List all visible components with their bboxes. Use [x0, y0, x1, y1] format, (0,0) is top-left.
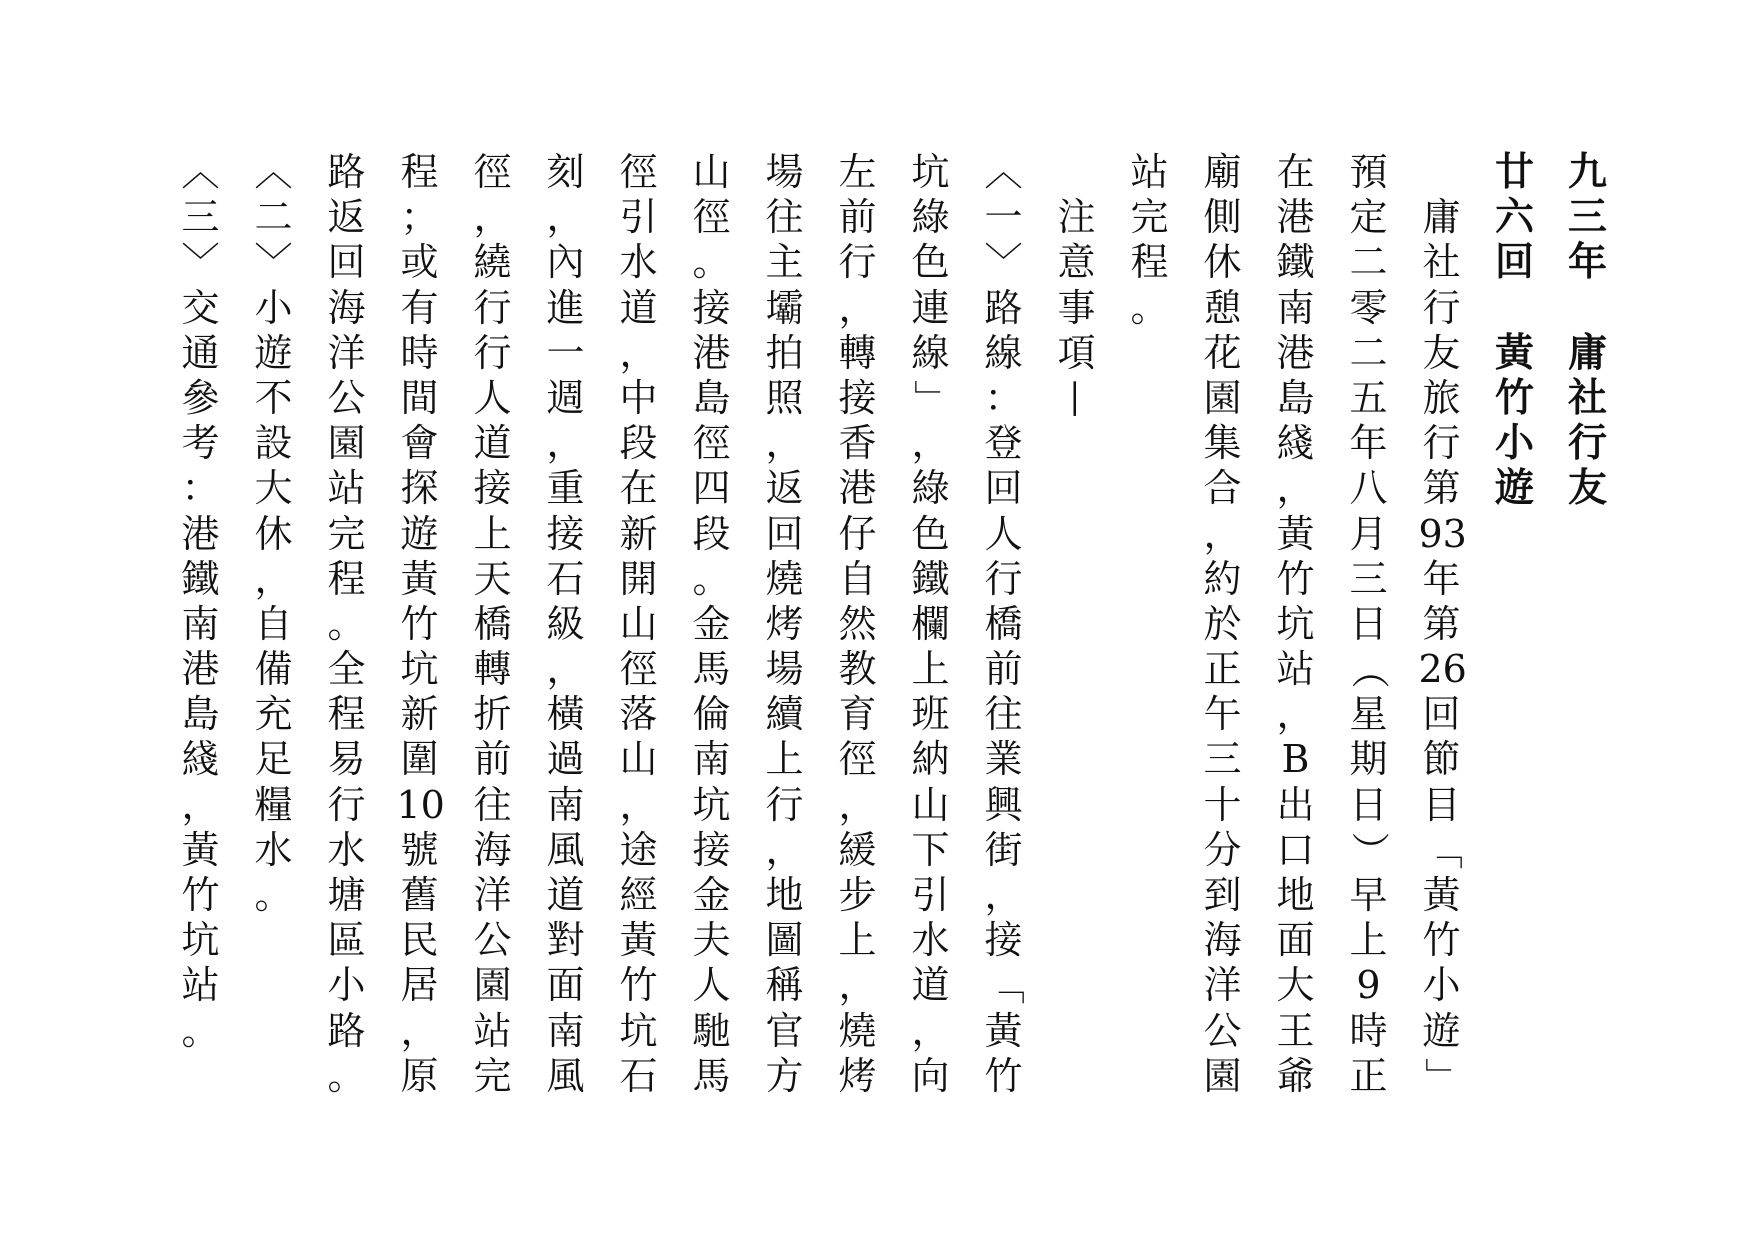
column-text: 刻 ， 內 進 一 週 ， 重 接 石 級 ， 橫 過 南 風 道 對 面 南 風 — [546, 150, 585, 1098]
text-column — [1040, 150, 1113, 1100]
text-column — [602, 150, 675, 1100]
text-column — [164, 150, 237, 1100]
column-text: 庸 社 行 友 旅 行 第 93 年 第 26 回 節 目 「 黃 竹 小 遊 」 — [1418, 195, 1467, 1096]
column-text: ︿ 二 ﹀ 小 遊 不 設 大 休 ， 自 備 充 足 糧 水 。 — [254, 150, 293, 917]
column-text: 場 往 主 壩 拍 照 ， 返 回 燒 烤 場 續 上 行 ， 地 圖 稱 官 方 — [765, 150, 804, 1098]
column-text: 注 意 事 項 — — [1055, 195, 1100, 418]
heading-column — [1478, 150, 1551, 1100]
heading-text: 九 三 年 — [1567, 149, 1607, 286]
text-column — [1259, 150, 1332, 1100]
column-text: ︿ 一 ﹀ 路 線 ： 登 回 人 行 橋 前 往 業 興 街 ， 接 「 黃 竹 — [982, 150, 1027, 1098]
column-text: 預 定 二 零 二 五 年 八 月 三 日 （ 星 期 日 ） 早 上 9 時 正 — [1347, 150, 1392, 1098]
text-column — [237, 150, 310, 1100]
text-column — [894, 150, 967, 1100]
vertical-text-columns — [164, 150, 1624, 1100]
heading-column — [1551, 150, 1624, 1100]
text-column — [675, 150, 748, 1100]
column-text: 路 返 回 海 洋 公 園 站 完 程 。 全 程 易 行 水 塘 區 小 路 。 — [327, 150, 366, 1098]
column-text: 左 前 行 ， 轉 接 香 港 仔 自 然 教 育 徑 ， 緩 步 上 ， 燒 烤 — [838, 150, 877, 1098]
heading-text: 廿 六 回 — [1494, 149, 1534, 286]
text-column — [748, 150, 821, 1100]
text-column — [1186, 150, 1259, 1100]
text-column — [456, 150, 529, 1100]
text-column — [383, 150, 456, 1100]
column-text: 坑 綠 色 連 線 」 ， 綠 色 鐵 欄 上 班 納 山 下 引 水 道 ， 向 — [909, 150, 954, 1098]
column-text: 站 完 程 。 — [1130, 150, 1169, 330]
column-text: 徑 ， 繞 行 行 人 道 接 上 天 橋 轉 折 前 往 海 洋 公 園 站 完 — [473, 150, 512, 1098]
text-column — [821, 150, 894, 1100]
text-column — [1405, 150, 1478, 1100]
column-text: 徑 引 水 道 ， 中 段 在 新 開 山 徑 落 山 ， 途 經 黃 竹 坑 石 — [619, 150, 658, 1098]
text-column — [1332, 150, 1405, 1100]
column-text: 在 港 鐵 南 港 島 綫 ， 黃 竹 坑 站 ， B 出 口 地 面 大 王 爺 — [1276, 150, 1315, 1098]
column-text: ︿ 三 ﹀ 交 通 參 考 ： 港 鐵 南 港 島 綫 ， 黃 竹 坑 站 。 — [181, 150, 220, 1053]
text-column — [310, 150, 383, 1100]
column-text: 山 徑 。 接 港 島 徑 四 段 。 金 馬 倫 南 坑 接 金 夫 人 馳 馬 — [692, 150, 731, 1098]
text-column — [529, 150, 602, 1100]
text-column — [967, 150, 1040, 1100]
column-text: 廟 側 休 憩 花 園 集 合 ， 約 於 正 午 三 十 分 到 海 洋 公 園 — [1203, 150, 1242, 1098]
column-text: 程 ； 或 有 時 間 會 探 遊 黃 竹 坑 新 圍 10 號 舊 民 居 ， 原 — [396, 150, 445, 1098]
text-column — [1113, 150, 1186, 1100]
heading-tail-text: 庸 社 行 友 — [1567, 329, 1607, 512]
heading-tail-text: 黃 竹 小 遊 — [1494, 329, 1534, 512]
